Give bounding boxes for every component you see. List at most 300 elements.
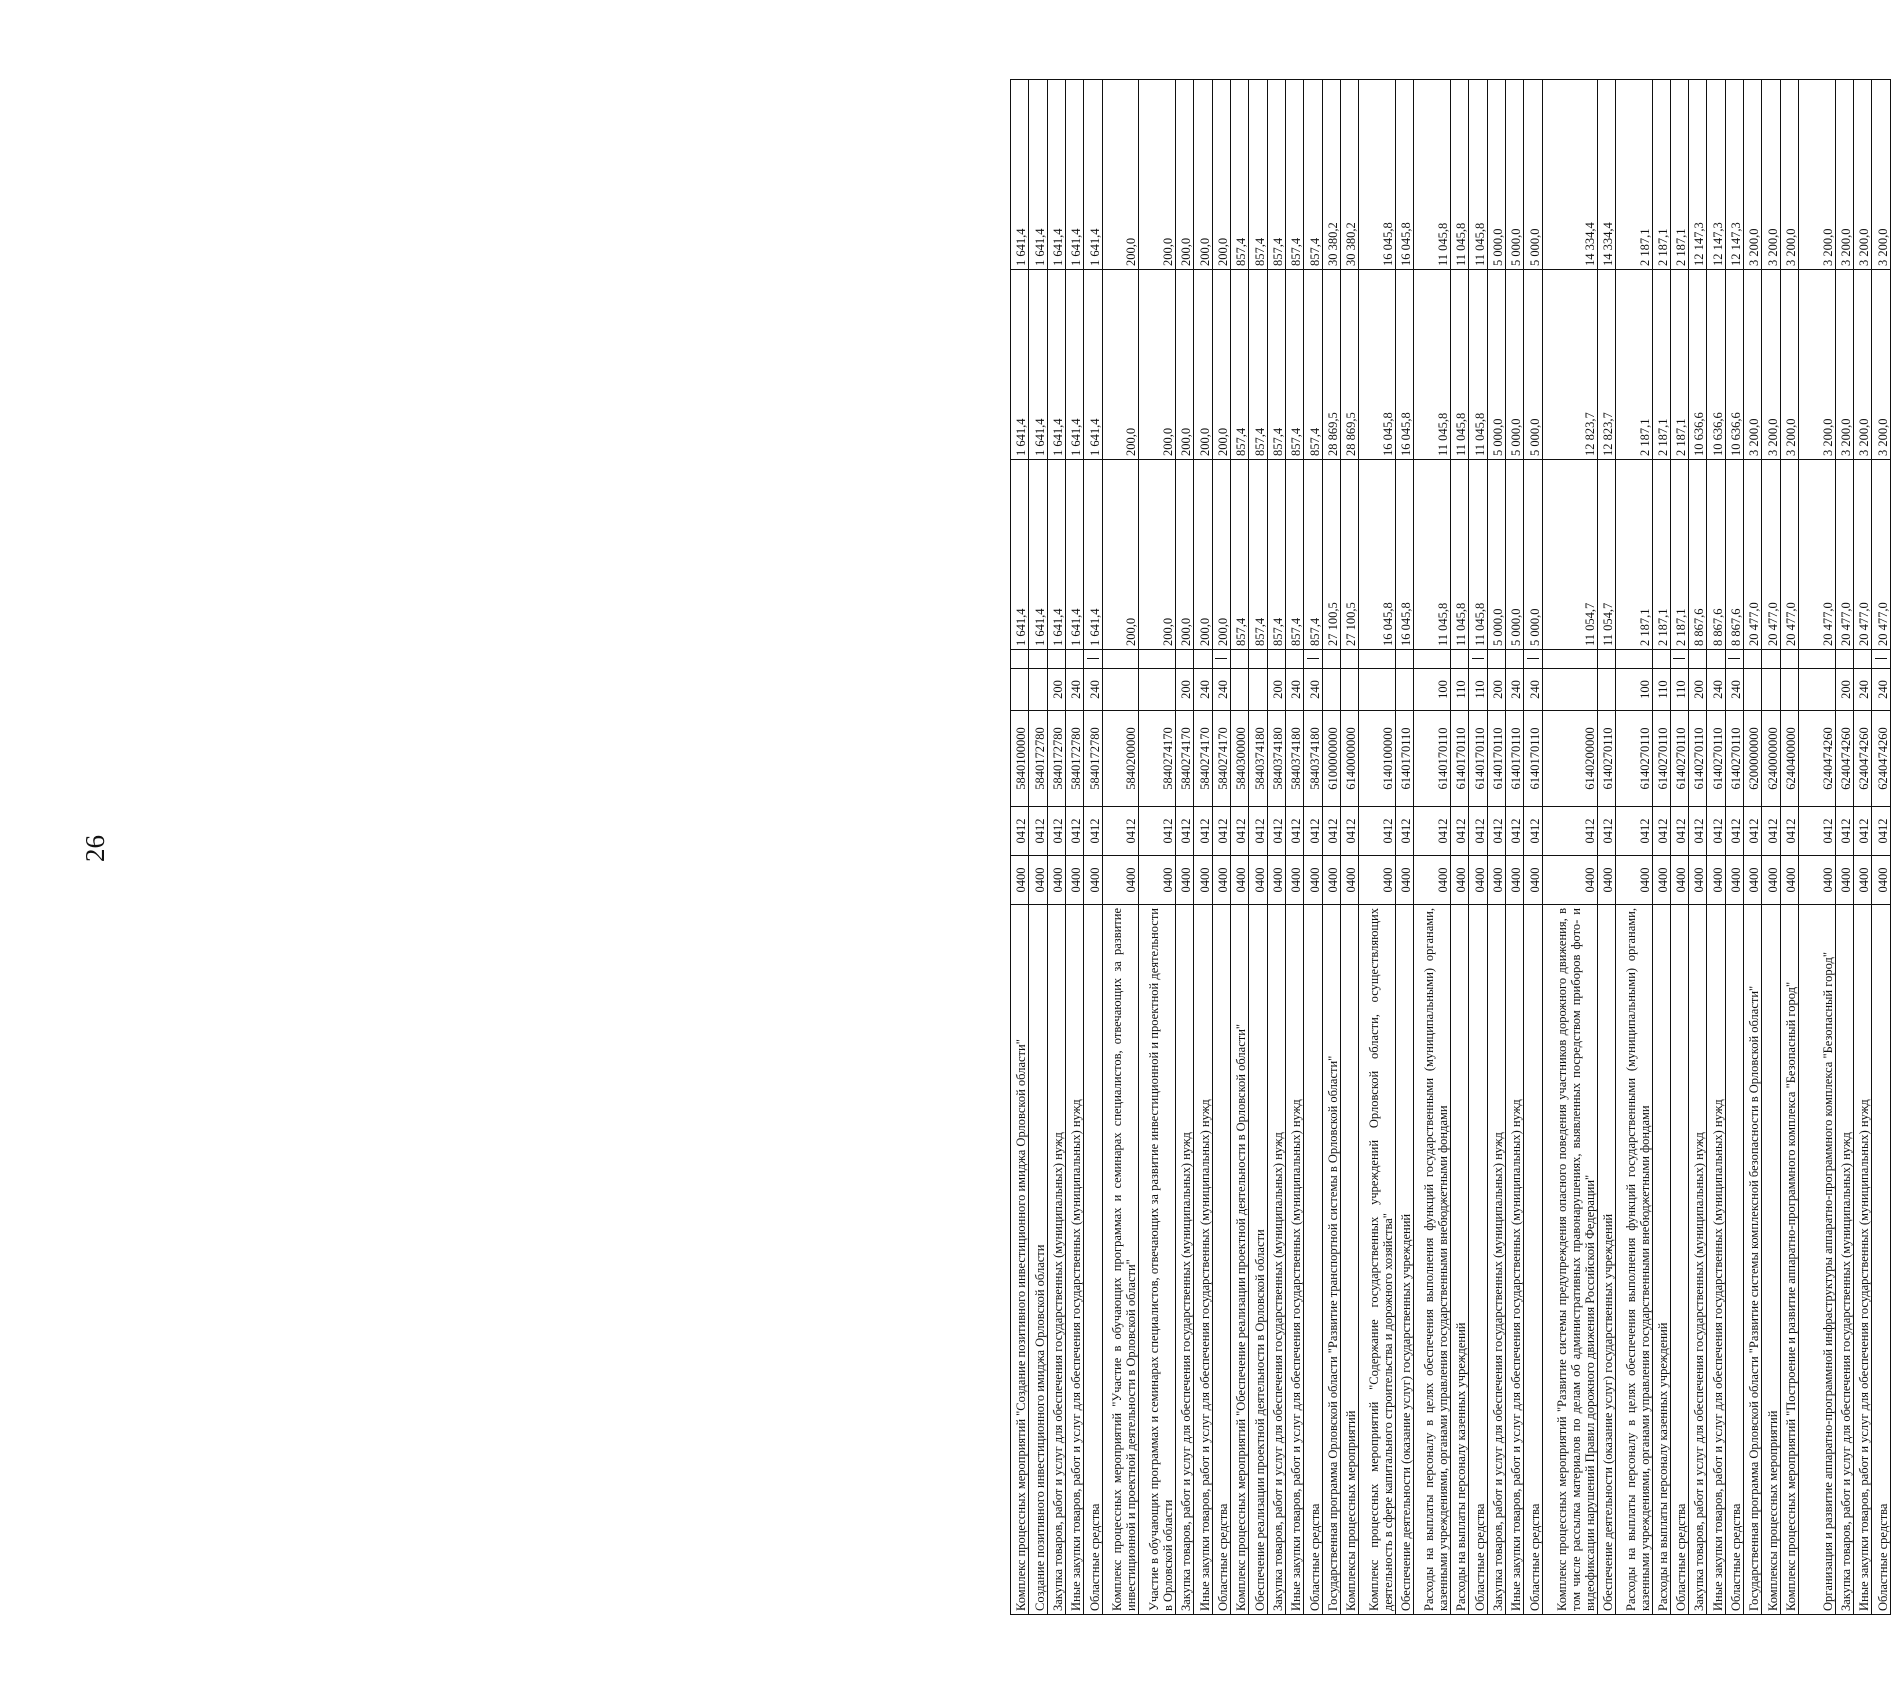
row-section-code: 0400: [1780, 856, 1798, 905]
row-section-code: 0400: [1597, 856, 1615, 905]
row-subsection-code: 0412: [1102, 807, 1139, 856]
row-amount-1: 11 054,7: [1597, 460, 1615, 650]
row-amount-2: 5 000,0: [1524, 270, 1542, 460]
row-subsection-code: 0412: [1084, 807, 1102, 856]
row-expense-type: [1011, 669, 1029, 711]
row-expense-type: 240: [1524, 669, 1542, 711]
row-section-code: 0400: [1230, 856, 1248, 905]
row-section-code: 0400: [1670, 856, 1688, 905]
row-amount-1: 11 045,8: [1469, 460, 1487, 650]
row-amount-3: 3 200,0: [1762, 80, 1780, 270]
row-subsection-code: 0412: [1450, 807, 1468, 856]
row-source-flag: [1670, 650, 1688, 669]
row-section-code: 0400: [1469, 856, 1487, 905]
row-amount-3: 11 045,8: [1469, 80, 1487, 270]
row-amount-1: 20 477,0: [1762, 460, 1780, 650]
row-subsection-code: 0412: [1872, 807, 1890, 856]
row-subsection-code: 0412: [1469, 807, 1487, 856]
row-target-article: 6140270110: [1615, 711, 1652, 807]
table-row: [1304, 80, 1322, 1615]
row-source-flag: [1780, 650, 1798, 669]
row-name: Закупка товаров, работ и услуг для обеспечения государственных (муниципальных) нужд: [1047, 905, 1065, 1615]
row-amount-1: 27 100,5: [1340, 460, 1358, 650]
row-amount-1: 11 045,8: [1450, 460, 1468, 650]
row-amount-2: 3 200,0: [1872, 270, 1890, 460]
row-expense-type: 200: [1689, 669, 1707, 711]
row-amount-2: 1 641,4: [1011, 270, 1029, 460]
row-amount-3: 2 187,1: [1615, 80, 1652, 270]
row-amount-3: 2 187,1: [1652, 80, 1670, 270]
row-amount-2: 11 045,8: [1414, 270, 1451, 460]
row-source-flag: [1689, 650, 1707, 669]
row-source-flag: [1285, 650, 1303, 669]
row-amount-1: 1 641,4: [1011, 460, 1029, 650]
row-section-code: 0400: [1139, 856, 1176, 905]
table-row: [1725, 80, 1743, 1615]
row-amount-2: 3 200,0: [1799, 270, 1836, 460]
row-target-article: 5840274170: [1139, 711, 1176, 807]
row-source-flag: [1615, 650, 1652, 669]
row-name: Обеспечение деятельности (оказание услуг) государственных учреждений: [1395, 905, 1413, 1615]
row-amount-2: 200,0: [1194, 270, 1212, 460]
row-expense-type: 110: [1450, 669, 1468, 711]
row-amount-3: 3 200,0: [1835, 80, 1853, 270]
row-subsection-code: 0412: [1322, 807, 1340, 856]
row-amount-3: 14 334,4: [1542, 80, 1597, 270]
row-name: Государственная программа Орловской области "Развитие транспортной системы в Орловской области": [1322, 905, 1340, 1615]
row-expense-type: 240: [1212, 669, 1230, 711]
row-amount-3: 857,4: [1285, 80, 1303, 270]
row-expense-type: 240: [1707, 669, 1725, 711]
row-source-flag: [1175, 650, 1193, 669]
row-source-flag: [1597, 650, 1615, 669]
row-section-code: 0400: [1212, 856, 1230, 905]
row-subsection-code: 0412: [1487, 807, 1505, 856]
row-amount-1: 16 045,8: [1359, 460, 1396, 650]
row-target-article: 6240400000: [1780, 711, 1798, 807]
row-amount-3: 1 641,4: [1047, 80, 1065, 270]
row-section-code: 0400: [1707, 856, 1725, 905]
row-name: Иные закупки товаров, работ и услуг для обеспечения государственных (муниципальных) нужд: [1505, 905, 1523, 1615]
row-target-article: 5840172780: [1065, 711, 1083, 807]
row-source-flag: [1084, 650, 1102, 669]
row-name: Закупка товаров, работ и услуг для обеспечения государственных (муниципальных) нужд: [1267, 905, 1285, 1615]
table-row: [1175, 80, 1193, 1615]
row-amount-1: 20 477,0: [1872, 460, 1890, 650]
row-source-flag: [1249, 650, 1267, 669]
row-section-code: 0400: [1175, 856, 1193, 905]
row-section-code: 0400: [1487, 856, 1505, 905]
row-amount-1: 11 045,8: [1414, 460, 1451, 650]
row-subsection-code: 0412: [1725, 807, 1743, 856]
row-section-code: 0400: [1505, 856, 1523, 905]
row-section-code: 0400: [1047, 856, 1065, 905]
row-section-code: 0400: [1267, 856, 1285, 905]
row-target-article: 5840274170: [1212, 711, 1230, 807]
row-amount-3: 3 200,0: [1799, 80, 1836, 270]
row-expense-type: [1542, 669, 1597, 711]
row-amount-2: 857,4: [1230, 270, 1248, 460]
table-row: [1597, 80, 1615, 1615]
row-section-code: 0400: [1065, 856, 1083, 905]
row-name: Закупка товаров, работ и услуг для обеспечения государственных (муниципальных) нужд: [1835, 905, 1853, 1615]
row-expense-type: [1395, 669, 1413, 711]
row-amount-3: 857,4: [1304, 80, 1322, 270]
source-flag-bar: [1673, 659, 1685, 660]
table-row: [1450, 80, 1468, 1615]
row-target-article: 5840100000: [1011, 711, 1029, 807]
table-row: [1414, 80, 1451, 1615]
row-section-code: 0400: [1744, 856, 1762, 905]
row-name: Закупка товаров, работ и услуг для обеспечения государственных (муниципальных) нужд: [1175, 905, 1193, 1615]
row-name: Закупка товаров, работ и услуг для обеспечения государственных (муниципальных) нужд: [1689, 905, 1707, 1615]
row-source-flag: [1304, 650, 1322, 669]
row-source-flag: [1414, 650, 1451, 669]
row-target-article: 5840300000: [1230, 711, 1248, 807]
table-row: [1780, 80, 1798, 1615]
row-amount-1: 8 867,6: [1725, 460, 1743, 650]
table-row: [1505, 80, 1523, 1615]
table-row: [1744, 80, 1762, 1615]
table-row: [1799, 80, 1836, 1615]
row-subsection-code: 0412: [1029, 807, 1047, 856]
row-amount-2: 857,4: [1249, 270, 1267, 460]
row-amount-2: 200,0: [1102, 270, 1139, 460]
row-section-code: 0400: [1762, 856, 1780, 905]
row-amount-3: 1 641,4: [1084, 80, 1102, 270]
row-subsection-code: 0412: [1542, 807, 1597, 856]
row-section-code: 0400: [1872, 856, 1890, 905]
page-number: 26: [80, 835, 110, 862]
row-subsection-code: 0412: [1744, 807, 1762, 856]
row-amount-3: 857,4: [1230, 80, 1248, 270]
table-row: [1524, 80, 1542, 1615]
row-source-flag: [1322, 650, 1340, 669]
row-target-article: 5840172780: [1029, 711, 1047, 807]
row-section-code: 0400: [1615, 856, 1652, 905]
row-source-flag: [1340, 650, 1358, 669]
row-expense-type: [1340, 669, 1358, 711]
row-source-flag: [1524, 650, 1542, 669]
row-expense-type: 110: [1469, 669, 1487, 711]
row-amount-3: 16 045,8: [1359, 80, 1396, 270]
row-amount-1: 200,0: [1194, 460, 1212, 650]
row-expense-type: 200: [1487, 669, 1505, 711]
row-amount-1: 20 477,0: [1780, 460, 1798, 650]
row-subsection-code: 0412: [1762, 807, 1780, 856]
table-row: [1487, 80, 1505, 1615]
row-amount-3: 12 147,3: [1689, 80, 1707, 270]
row-amount-3: 2 187,1: [1670, 80, 1688, 270]
row-subsection-code: 0412: [1707, 807, 1725, 856]
row-subsection-code: 0412: [1835, 807, 1853, 856]
row-subsection-code: 0412: [1175, 807, 1193, 856]
row-source-flag: [1011, 650, 1029, 669]
row-name: Комплекс процессных мероприятий "Участие в обучающих программах и семинарах специалистов, отвечающих за развитие инвестиционной и проектной деятельности в Орловской области": [1102, 905, 1139, 1615]
row-name: Комплекс процессных мероприятий "Содержание государственных учреждений Орловской области, осуществляющих деятельность в сфере капитального строительства и дорожного хозяйства": [1359, 905, 1396, 1615]
row-amount-2: 11 045,8: [1450, 270, 1468, 460]
row-amount-2: 1 641,4: [1047, 270, 1065, 460]
row-amount-1: 2 187,1: [1615, 460, 1652, 650]
row-amount-3: 200,0: [1212, 80, 1230, 270]
row-name: Областные средства: [1725, 905, 1743, 1615]
row-source-flag: [1102, 650, 1139, 669]
row-amount-2: 3 200,0: [1854, 270, 1872, 460]
row-name: Иные закупки товаров, работ и услуг для обеспечения государственных (муниципальных) нужд: [1854, 905, 1872, 1615]
row-name: Комплекс процессных мероприятий "Создание позитивного инвестиционного имиджа Орловской области": [1011, 905, 1029, 1615]
row-amount-2: 12 823,7: [1597, 270, 1615, 460]
row-subsection-code: 0412: [1230, 807, 1248, 856]
row-name: Комплекс процессных мероприятий "Развитие системы предупреждения опасного поведения участников дорожного движения, в том числе рассылка материалов по делам об административных правонарушениях, выявленных посредством приборов фото- и видеофиксации нарушений Правил дорожного движения Российской Федерации": [1542, 905, 1597, 1615]
row-amount-3: 30 380,2: [1340, 80, 1358, 270]
row-source-flag: [1854, 650, 1872, 669]
table-row: [1872, 80, 1890, 1615]
row-expense-type: 240: [1725, 669, 1743, 711]
table-row: [1707, 80, 1725, 1615]
table-row: [1230, 80, 1248, 1615]
row-target-article: 6140170110: [1414, 711, 1451, 807]
row-amount-1: 8 867,6: [1689, 460, 1707, 650]
row-target-article: 5840374180: [1304, 711, 1322, 807]
row-subsection-code: 0412: [1854, 807, 1872, 856]
row-target-article: 6140270110: [1670, 711, 1688, 807]
row-amount-3: 14 334,4: [1597, 80, 1615, 270]
row-expense-type: [1799, 669, 1836, 711]
table-row: [1029, 80, 1047, 1615]
row-expense-type: [1249, 669, 1267, 711]
row-amount-1: 200,0: [1139, 460, 1176, 650]
row-amount-3: 200,0: [1175, 80, 1193, 270]
row-amount-3: 11 045,8: [1414, 80, 1451, 270]
row-name: Комплексы процессных мероприятий: [1340, 905, 1358, 1615]
row-subsection-code: 0412: [1285, 807, 1303, 856]
table-row: [1359, 80, 1396, 1615]
row-subsection-code: 0412: [1799, 807, 1836, 856]
table-row: [1267, 80, 1285, 1615]
row-subsection-code: 0412: [1065, 807, 1083, 856]
rotated-table-wrapper: [1010, 80, 1890, 1615]
row-source-flag: [1194, 650, 1212, 669]
row-expense-type: 100: [1414, 669, 1451, 711]
table-row: [1542, 80, 1597, 1615]
row-amount-1: 20 477,0: [1835, 460, 1853, 650]
row-amount-1: 1 641,4: [1047, 460, 1065, 650]
table-row: [1194, 80, 1212, 1615]
row-name: Иные закупки товаров, работ и услуг для обеспечения государственных (муниципальных) нужд: [1065, 905, 1083, 1615]
row-amount-2: 11 045,8: [1469, 270, 1487, 460]
row-name: Расходы на выплаты персоналу в целях обеспечения выполнения функций государственными (муниципальными) органами, казенными учреждениями, органами управления государственными внебюджетными фондами: [1615, 905, 1652, 1615]
row-target-article: 6240474260: [1854, 711, 1872, 807]
source-flag-bar: [1307, 659, 1319, 660]
row-source-flag: [1542, 650, 1597, 669]
row-subsection-code: 0412: [1139, 807, 1176, 856]
row-target-article: 6140100000: [1359, 711, 1396, 807]
row-section-code: 0400: [1285, 856, 1303, 905]
row-subsection-code: 0412: [1670, 807, 1688, 856]
row-expense-type: 200: [1835, 669, 1853, 711]
row-amount-1: 5 000,0: [1487, 460, 1505, 650]
row-subsection-code: 0412: [1652, 807, 1670, 856]
table-row: [1285, 80, 1303, 1615]
row-target-article: 5840374180: [1285, 711, 1303, 807]
row-section-code: 0400: [1102, 856, 1139, 905]
source-flag-bar: [1875, 659, 1887, 660]
row-target-article: 6240474260: [1872, 711, 1890, 807]
row-subsection-code: 0412: [1780, 807, 1798, 856]
row-expense-type: [1359, 669, 1396, 711]
row-source-flag: [1872, 650, 1890, 669]
row-name: Расходы на выплаты персоналу в целях обеспечения выполнения функций государственными (муниципальными) органами, казенными учреждениями, органами управления государственными внебюджетными фондами: [1414, 905, 1451, 1615]
row-amount-2: 16 045,8: [1359, 270, 1396, 460]
row-source-flag: [1395, 650, 1413, 669]
row-section-code: 0400: [1249, 856, 1267, 905]
row-amount-2: 28 869,5: [1322, 270, 1340, 460]
row-subsection-code: 0412: [1304, 807, 1322, 856]
row-amount-3: 5 000,0: [1487, 80, 1505, 270]
row-name: Областные средства: [1304, 905, 1322, 1615]
row-section-code: 0400: [1689, 856, 1707, 905]
row-amount-2: 200,0: [1139, 270, 1176, 460]
row-expense-type: [1597, 669, 1615, 711]
table-row: [1322, 80, 1340, 1615]
row-source-flag: [1725, 650, 1743, 669]
row-subsection-code: 0412: [1524, 807, 1542, 856]
row-target-article: 6240474260: [1799, 711, 1836, 807]
row-amount-1: 200,0: [1175, 460, 1193, 650]
table-row: [1652, 80, 1670, 1615]
row-target-article: 6140270110: [1597, 711, 1615, 807]
row-expense-type: [1102, 669, 1139, 711]
row-target-article: 6140200000: [1542, 711, 1597, 807]
source-flag-bar: [1472, 659, 1484, 660]
row-amount-2: 857,4: [1304, 270, 1322, 460]
budget-table: [1010, 79, 1891, 1615]
row-source-flag: [1835, 650, 1853, 669]
row-section-code: 0400: [1542, 856, 1597, 905]
budget-table-body: [1011, 80, 1891, 1615]
row-section-code: 0400: [1084, 856, 1102, 905]
row-source-flag: [1505, 650, 1523, 669]
row-section-code: 0400: [1322, 856, 1340, 905]
row-section-code: 0400: [1799, 856, 1836, 905]
row-amount-2: 857,4: [1285, 270, 1303, 460]
row-amount-2: 10 636,6: [1689, 270, 1707, 460]
row-target-article: 5840172780: [1047, 711, 1065, 807]
row-amount-1: 857,4: [1267, 460, 1285, 650]
row-target-article: 5840274170: [1194, 711, 1212, 807]
row-subsection-code: 0412: [1194, 807, 1212, 856]
row-target-article: 6140170110: [1524, 711, 1542, 807]
row-target-article: 6240000000: [1762, 711, 1780, 807]
row-section-code: 0400: [1854, 856, 1872, 905]
row-amount-1: 20 477,0: [1744, 460, 1762, 650]
row-source-flag: [1212, 650, 1230, 669]
row-amount-1: 200,0: [1212, 460, 1230, 650]
row-target-article: 5840274170: [1175, 711, 1193, 807]
row-amount-2: 10 636,6: [1707, 270, 1725, 460]
row-source-flag: [1707, 650, 1725, 669]
row-amount-3: 3 200,0: [1854, 80, 1872, 270]
row-expense-type: [1029, 669, 1047, 711]
row-subsection-code: 0412: [1340, 807, 1358, 856]
row-expense-type: 110: [1652, 669, 1670, 711]
table-row: [1689, 80, 1707, 1615]
row-amount-1: 20 477,0: [1854, 460, 1872, 650]
row-amount-3: 200,0: [1139, 80, 1176, 270]
table-row: [1854, 80, 1872, 1615]
row-name: Расходы на выплаты персоналу казенных учреждений: [1652, 905, 1670, 1615]
row-section-code: 0400: [1340, 856, 1358, 905]
row-expense-type: [1139, 669, 1176, 711]
row-source-flag: [1652, 650, 1670, 669]
row-amount-2: 28 869,5: [1340, 270, 1358, 460]
source-flag-bar: [1527, 659, 1539, 660]
row-name: Областные средства: [1670, 905, 1688, 1615]
table-row: [1762, 80, 1780, 1615]
row-expense-type: 240: [1084, 669, 1102, 711]
table-row: [1835, 80, 1853, 1615]
row-amount-2: 2 187,1: [1652, 270, 1670, 460]
row-name: Иные закупки товаров, работ и услуг для обеспечения государственных (муниципальных) нужд: [1194, 905, 1212, 1615]
row-expense-type: 200: [1047, 669, 1065, 711]
row-amount-2: 1 641,4: [1084, 270, 1102, 460]
row-expense-type: 110: [1670, 669, 1688, 711]
table-row: [1011, 80, 1029, 1615]
row-section-code: 0400: [1725, 856, 1743, 905]
row-subsection-code: 0412: [1047, 807, 1065, 856]
row-source-flag: [1047, 650, 1065, 669]
row-subsection-code: 0412: [1505, 807, 1523, 856]
row-amount-3: 5 000,0: [1524, 80, 1542, 270]
row-expense-type: 100: [1615, 669, 1652, 711]
row-amount-2: 12 823,7: [1542, 270, 1597, 460]
row-name: Областные средства: [1469, 905, 1487, 1615]
table-row: [1139, 80, 1176, 1615]
source-flag-bar: [1215, 659, 1227, 660]
row-amount-3: 857,4: [1267, 80, 1285, 270]
row-amount-3: 3 200,0: [1872, 80, 1890, 270]
row-subsection-code: 0412: [1597, 807, 1615, 856]
row-amount-1: 2 187,1: [1652, 460, 1670, 650]
row-name: Организация и развитие аппаратно-программной инфраструктуры аппаратно-программного комплекса "Безопасный город": [1799, 905, 1836, 1615]
row-source-flag: [1230, 650, 1248, 669]
row-amount-3: 857,4: [1249, 80, 1267, 270]
row-name: Иные закупки товаров, работ и услуг для обеспечения государственных (муниципальных) нужд: [1285, 905, 1303, 1615]
row-subsection-code: 0412: [1249, 807, 1267, 856]
row-target-article: 5840172780: [1084, 711, 1102, 807]
row-amount-1: 857,4: [1285, 460, 1303, 650]
row-amount-1: 1 641,4: [1084, 460, 1102, 650]
row-amount-1: 16 045,8: [1395, 460, 1413, 650]
row-section-code: 0400: [1450, 856, 1468, 905]
row-subsection-code: 0412: [1267, 807, 1285, 856]
row-amount-3: 16 045,8: [1395, 80, 1413, 270]
row-amount-1: 1 641,4: [1029, 460, 1047, 650]
row-amount-3: 200,0: [1194, 80, 1212, 270]
row-target-article: 6140170110: [1450, 711, 1468, 807]
row-expense-type: [1230, 669, 1248, 711]
table-row: [1615, 80, 1652, 1615]
row-amount-1: 1 641,4: [1065, 460, 1083, 650]
row-name: Комплексы процессных мероприятий: [1762, 905, 1780, 1615]
row-name: Обеспечение деятельности (оказание услуг) государственных учреждений: [1597, 905, 1615, 1615]
row-target-article: 5840374180: [1249, 711, 1267, 807]
row-subsection-code: 0412: [1359, 807, 1396, 856]
row-expense-type: 240: [1194, 669, 1212, 711]
row-target-article: 6140270110: [1652, 711, 1670, 807]
row-name: Областные средства: [1084, 905, 1102, 1615]
row-source-flag: [1744, 650, 1762, 669]
